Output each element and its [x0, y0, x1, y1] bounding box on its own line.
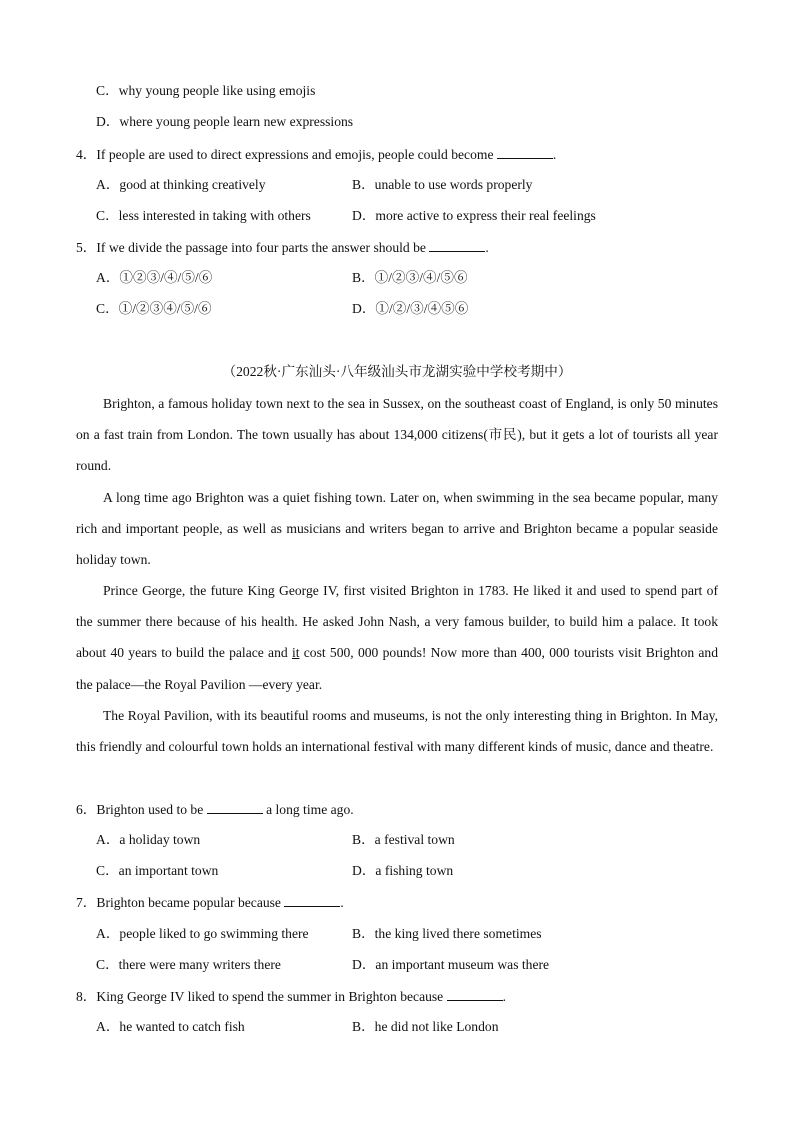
- q4-option-b: B．unable to use words properly: [352, 177, 533, 192]
- q4-option-d: D．more active to express their real feelings: [352, 208, 596, 223]
- q6-option-a: A．a holiday town: [96, 832, 201, 847]
- answer-blank: [284, 893, 340, 907]
- q6-stem: [76, 800, 354, 819]
- q5-option-d: D．①/②/③/④⑤⑥: [352, 301, 469, 316]
- q8-option-a: A．he wanted to catch fish: [96, 1019, 245, 1034]
- q8-stem: [76, 987, 506, 1006]
- paragraph-text: A long time ago Brighton was a quiet fishing town. Later on, when swimming in the sea became popular, many rich and important people, as well as musicians and writers began to arrive and Brighton became a popular seaside holiday town.: [76, 490, 718, 568]
- passage-paragraph-2: [76, 482, 718, 576]
- q5-stem-end: .: [485, 240, 489, 255]
- q7-stem-text: 7．Brighton became popular because: [76, 895, 281, 910]
- q6-option-c: C．an important town: [96, 863, 219, 878]
- q6-option-b: B．a festival town: [352, 832, 455, 847]
- passage-paragraph-3: [76, 575, 718, 700]
- q7-stem: [76, 893, 344, 912]
- underlined-word: it: [291, 645, 300, 661]
- q4-stem-end: .: [552, 147, 557, 162]
- q3-option-d: D．where young people learn new expressions: [96, 114, 354, 129]
- paragraph-text: The Royal Pavilion, with its beautiful rooms and museums, is not the only interesting thing in Brighton. In May, this friendly and colourful town holds an international festival with many different kinds of music, dance and theatre.: [76, 708, 718, 755]
- q6-stem-end: a long time ago.: [266, 802, 354, 817]
- passage-paragraph-4: [76, 700, 718, 762]
- q5-option-b: B．①/②③/④/⑤⑥: [352, 270, 468, 285]
- q7-option-b: B．the king lived there sometimes: [352, 926, 542, 941]
- q4-stem: [76, 145, 556, 164]
- paragraph-text: Brighton, a famous holiday town next to the sea in Sussex, on the southeast coast of England, is only 50 minutes on a fast train from London. The town usually has about 134,000 citizens(市民), but it gets a lot of tourists all year round.: [76, 396, 718, 474]
- q5-stem: [76, 238, 489, 257]
- q4-stem-text: 4．If people are used to direct expressions and emojis, people could become: [76, 147, 494, 162]
- q3-option-c: C．why young people like using emojis: [96, 83, 316, 98]
- answer-blank: [429, 238, 485, 252]
- q5-option-a: A．①②③/④/⑤/⑥: [96, 270, 213, 285]
- source-heading: （2022秋·广东汕头·八年级汕头市龙湖实验中学校考期中）: [222, 364, 572, 379]
- q7-option-d: D．an important museum was there: [352, 957, 550, 972]
- q8-stem-text: 8．King George IV liked to spend the summer in Brighton because: [76, 989, 444, 1004]
- q8-stem-end: .: [502, 989, 507, 1004]
- q6-stem-text: 6．Brighton used to be: [76, 802, 204, 817]
- q4-option-a: A．good at thinking creatively: [96, 177, 266, 192]
- q6-option-d: D．a fishing town: [352, 863, 454, 878]
- answer-blank: [497, 145, 553, 159]
- q5-option-c: C．①/②③④/⑤/⑥: [96, 301, 212, 316]
- q7-option-c: C．there were many writers there: [96, 957, 281, 972]
- paragraph-text: Prince George, the future King George IV, first visited Brighton in 1783. He liked it and used to spend part of the summer there because of his health. He asked John Nash, a very famous builder, to build him a palace. It took about 40 years to build the palace and: [76, 583, 718, 661]
- answer-blank: [207, 800, 263, 814]
- q7-stem-end: .: [340, 895, 344, 910]
- q5-stem-text: 5．If we divide the passage into four parts the answer should be: [76, 240, 426, 255]
- paragraph-text: cost 500, 000 pounds! Now more than 400, 000 tourists visit Brighton and the palace—the Royal Pavilion —every year.: [76, 645, 719, 692]
- q8-option-b: B．he did not like London: [352, 1019, 499, 1034]
- answer-blank: [447, 987, 503, 1001]
- q7-option-a: A．people liked to go swimming there: [96, 926, 309, 941]
- q4-option-c: C．less interested in taking with others: [96, 208, 311, 223]
- passage-paragraph-1: [76, 388, 718, 482]
